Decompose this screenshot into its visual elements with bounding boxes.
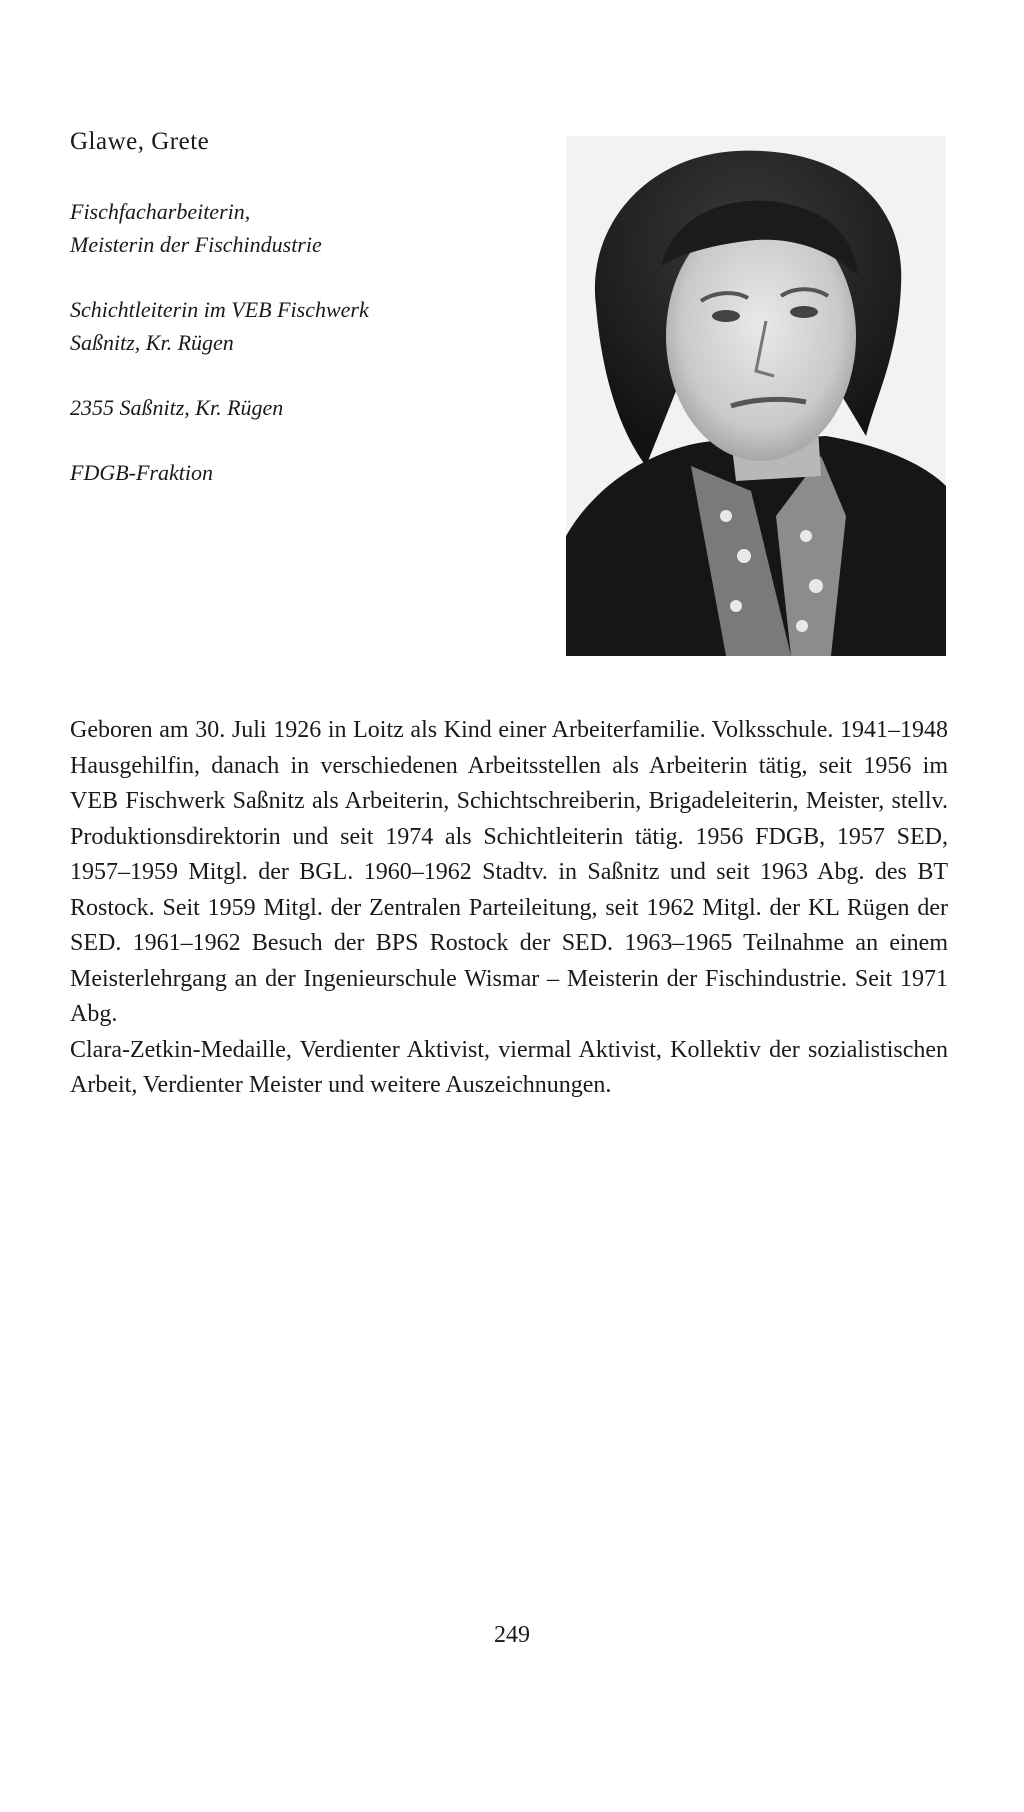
page-number: 249 — [494, 1622, 530, 1648]
profession-line: Fischfacharbeiterin, — [70, 199, 251, 224]
position-line: Schichtleiterin im VEB Fischwerk — [70, 297, 369, 322]
position-line: Saßnitz, Kr. Rügen — [70, 330, 234, 355]
biography-paragraph: Clara-Zetkin-Medaille, Verdienter Aktivist, viermal Aktivist, Kollektiv der sozialistischen Arbeit, Verdienter Meister und weitere Auszeichnungen. — [70, 1036, 948, 1098]
current-position — [70, 293, 369, 359]
faction — [70, 456, 213, 489]
biography — [70, 713, 948, 1104]
biography-paragraph: Geboren am 30. Juli 1926 in Loitz als Kind einer Arbeiterfamilie. Volksschule. 1941–1948 Hausgehilfin, danach in verschiedenen Arbeitsstellen als Arbeiterin tätig, seit 1956 im VEB Fischwerk Saßnitz als Arbeiterin, Schichtschreiberin, Brigadeleiterin, Meister, stellv. Produktionsdirektorin und seit 1974 als Schichtleiterin tätig. 1956 FDGB, 1957 SED, 1957–1959 Mitgl. der BGL. 1960–1962 Stadtv. in Saßnitz und seit 1963 Abg. des BT Rostock. Seit 1959 Mitgl. der Zentralen Parteileitung, seit 1962 Mitgl. der KL Rügen der SED. 1961–1962 Besuch der BPS Rostock der SED. 1963–1965 Teilnahme an einem Meisterlehrgang an der Ingenieurschule Wismar – Meisterin der Fischindustrie. Seit 1971 Abg. — [70, 717, 948, 1027]
address-line: 2355 Saßnitz, Kr. Rügen — [70, 395, 284, 420]
profession-line: Meisterin der Fischindustrie — [70, 232, 322, 257]
faction-line: FDGB-Fraktion — [70, 460, 213, 485]
person-name: Glawe, Grete — [70, 128, 210, 155]
portrait-photo — [566, 136, 946, 656]
profession — [70, 195, 322, 261]
address — [70, 391, 283, 424]
